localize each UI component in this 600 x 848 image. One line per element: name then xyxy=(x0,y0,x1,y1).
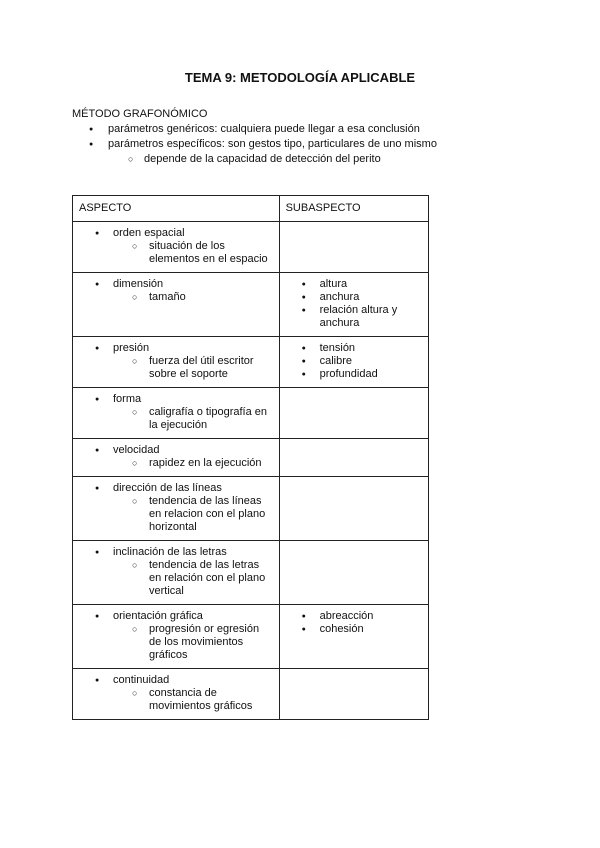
aspect-detail: ○ fuerza del útil escritor sobre el soporte xyxy=(79,355,273,381)
subaspect-cell xyxy=(279,337,428,388)
subaspect-cell xyxy=(279,669,428,720)
table-row xyxy=(73,273,429,337)
section-heading: MÉTODO GRAFONÓMICO xyxy=(72,108,208,120)
aspect-cell xyxy=(73,439,280,477)
table-row xyxy=(73,477,429,541)
aspect-cell xyxy=(73,605,280,669)
aspect-detail: ○ tendencia de las letras en relación con el plano vertical xyxy=(79,559,273,598)
aspect-cell xyxy=(73,388,280,439)
header-subaspecto: SUBASPECTO xyxy=(279,196,428,222)
method-section xyxy=(72,108,532,166)
subaspect-cell xyxy=(279,273,428,337)
aspect-label: ● presión xyxy=(79,342,273,355)
aspect-label: ● dimensión xyxy=(79,278,273,291)
aspect-label: ● orientación gráfica xyxy=(79,610,273,623)
table-row xyxy=(73,541,429,605)
subaspect-item: ● calibre xyxy=(286,355,422,368)
bullet-specific-params: ● parámetros específicos: son gestos tipo, particulares de uno mismo xyxy=(72,138,532,151)
subaspect-cell xyxy=(279,541,428,605)
aspect-detail: ○ caligrafía o tipografía en la ejecución xyxy=(79,406,273,432)
aspect-cell xyxy=(73,541,280,605)
aspect-cell xyxy=(73,222,280,273)
aspect-cell xyxy=(73,477,280,541)
aspect-label: ● velocidad xyxy=(79,444,273,457)
table-row xyxy=(73,388,429,439)
aspect-label: ● continuidad xyxy=(79,674,273,687)
aspect-detail: ○ tamaño xyxy=(79,291,273,304)
aspects-table xyxy=(72,195,429,720)
subaspect-item: ● tensión xyxy=(286,342,422,355)
aspect-label: ● forma xyxy=(79,393,273,406)
table-row xyxy=(73,337,429,388)
table-header-row xyxy=(73,196,429,222)
subaspect-item: ● altura xyxy=(286,278,422,291)
table-row xyxy=(73,222,429,273)
bullet-generic-params: ● parámetros genéricos: cualquiera puede llegar a esa conclusión xyxy=(72,123,532,136)
aspect-cell xyxy=(73,337,280,388)
subaspect-cell xyxy=(279,477,428,541)
subaspect-cell xyxy=(279,388,428,439)
page-title: TEMA 9: METODOLOGÍA APLICABLE xyxy=(184,70,416,85)
aspect-detail: ○ rapidez en la ejecución xyxy=(79,457,273,470)
aspect-label: ● inclinación de las letras xyxy=(79,546,273,559)
table-row xyxy=(73,439,429,477)
aspect-detail: ○ constancia de movimientos gráficos xyxy=(79,687,273,713)
aspect-cell xyxy=(73,669,280,720)
table-row xyxy=(73,669,429,720)
aspect-detail: ○ situación de los elementos en el espacio xyxy=(79,240,273,266)
aspect-label: ● dirección de las líneas xyxy=(79,482,273,495)
aspect-detail: ○ tendencia de las líneas en relacion con el plano horizontal xyxy=(79,495,273,534)
sub-bullet-detection: ○ depende de la capacidad de detección del perito xyxy=(72,153,532,166)
aspect-cell xyxy=(73,273,280,337)
subaspect-item: ● cohesión xyxy=(286,623,422,636)
aspect-label: ● orden espacial xyxy=(79,227,273,240)
table-row xyxy=(73,605,429,669)
subaspect-cell xyxy=(279,222,428,273)
aspect-detail: ○ progresión or egresión de los movimientos gráficos xyxy=(79,623,273,662)
subaspect-item: ● profundidad xyxy=(286,368,422,381)
subaspect-cell xyxy=(279,439,428,477)
subaspect-cell xyxy=(279,605,428,669)
subaspect-item: ● abreacción xyxy=(286,610,422,623)
subaspect-item: ● relación altura y anchura xyxy=(286,304,422,330)
header-aspecto: ASPECTO xyxy=(73,196,280,222)
subaspect-item: ● anchura xyxy=(286,291,422,304)
